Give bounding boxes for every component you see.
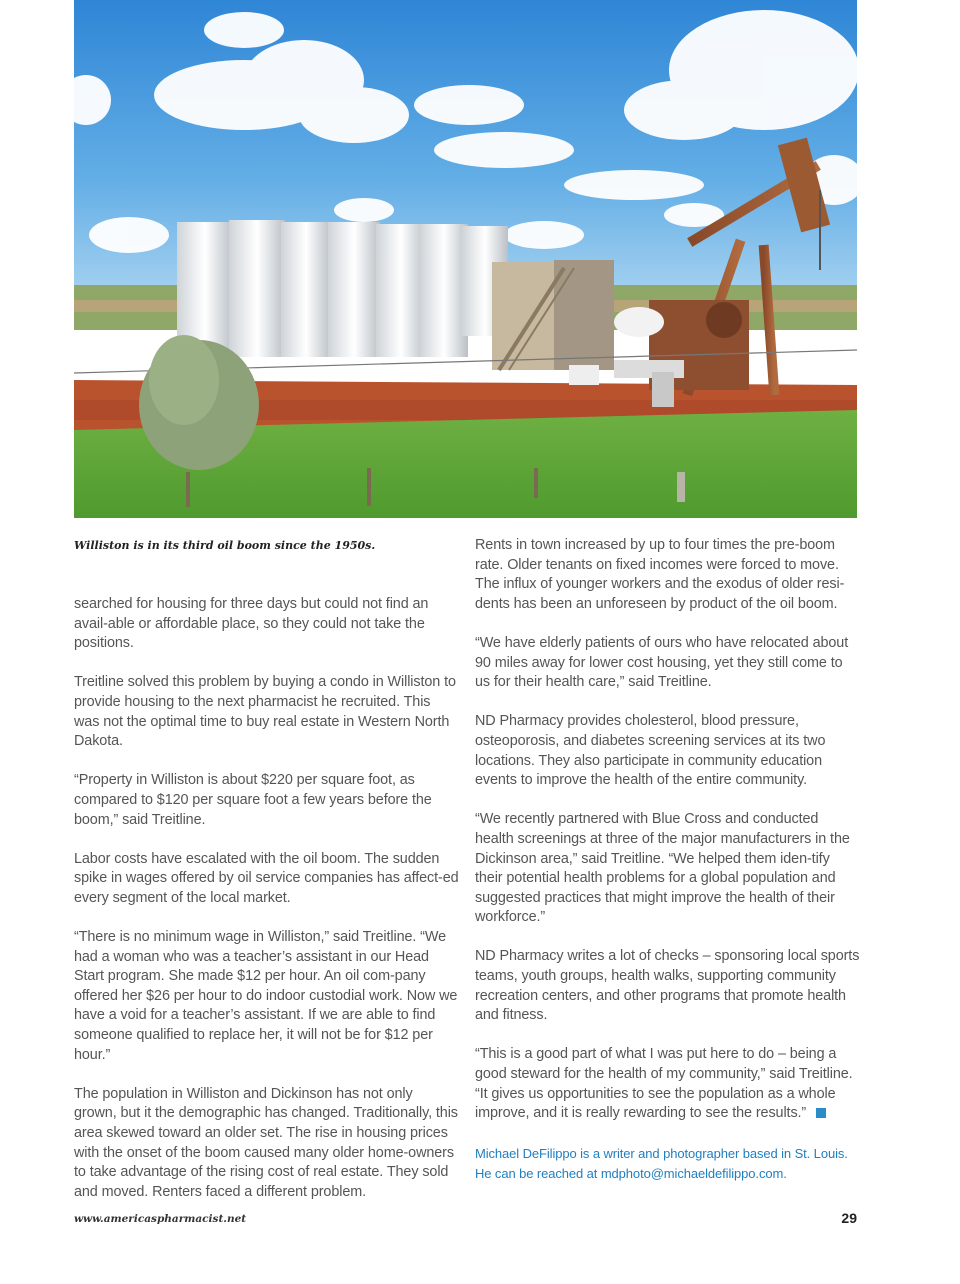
right-column <box>475 536 860 1184</box>
paragraph: Labor costs have escalated with the oil boom. The sudden spike in wages offered by oil service companies has affect-ed every segment of the local market. <box>74 850 459 906</box>
end-of-article-square-icon <box>816 1108 826 1118</box>
footer-website: www.americaspharmacist.net <box>74 1213 247 1225</box>
author-bio <box>475 1144 860 1184</box>
author-contact-line: He can be reached at mdphoto@michaeldefilippo.com. <box>475 1165 787 1181</box>
paragraph: “We have elderly patients of ours who have relocated about 90 miles away for lower cost housing, yet they still come to us for their health care,” said Treitline. <box>475 634 849 691</box>
left-column <box>74 595 459 1222</box>
paragraph: ND Pharmacy writes a lot of checks – sponsoring local sports teams, youth groups, health walks, supporting community recreation centers, and other programs that promote health and fitness. <box>475 948 860 1024</box>
paragraph: Treitline solved this problem by buying a condo in Williston to provide housing to the next pharmacist he recruited. This was not the optimal time to buy real estate in Western North Dakota. <box>74 674 456 750</box>
paragraph: “There is no minimum wage in Williston,” said Treitline. “We had a woman who was a teacher’s assistant in our Head Start program. She made $12 per hour. An oil com-pany offered her $26 per hour to do indoor custodial work. Now we have a void for a teacher’s assistant. If we are able to find someone qualified to replace her, it will not be for $12 per hour.” <box>74 929 458 1063</box>
paragraph: The population in Williston and Dickinson has not only grown, but it the demographic has changed. Traditionally, this area skewed toward an older set. The rise in housing prices with the onset of the boom caused many older home-owners to take advantage of the rising cost of real estate. They sold and moved. Renters faced a different problem. <box>74 1085 458 1200</box>
paragraph: Rents in town increased by up to four times the pre-boom rate. Older tenants on fixed incomes were forced to move. The influx of younger workers and the exodus of older resi-dents has been an unforeseen by product of the oil boom. <box>475 537 845 612</box>
page-number: 29 <box>841 1210 857 1226</box>
paragraph: searched for housing for three days but could not find an avail-able or affordable place, so they could not take the positions. <box>74 596 429 652</box>
author-bio-line: Michael DeFilippo is a writer and photographer based in St. Louis. <box>475 1145 848 1161</box>
paragraph-text: “This is a good part of what I was put here to do – being a good steward for the health of my community,” said Treitline. “It gives us opportunities to see the population as a whole improve, and it is really rewarding to see the results.” <box>475 1046 853 1122</box>
last-paragraph <box>475 1045 860 1123</box>
oil-field-photo <box>74 0 857 518</box>
paragraph: “Property in Williston is about $220 per square foot, as compared to $120 per square foot a few years before the boom,” said Treitline. <box>74 772 432 828</box>
paragraph: “We recently partnered with Blue Cross and conducted health screenings at three of the major manufacturers in the Dickinson area,” said Treitline. “We helped them iden-tify their potential health problems for a global population and suggested practices that might improve the health of their workforce.” <box>475 811 850 926</box>
paragraph: ND Pharmacy provides cholesterol, blood pressure, osteoporosis, and diabetes screening services at its two locations. They also participate in community education events to improve the health of the entire community. <box>475 713 826 789</box>
photo-caption: Williston is in its third oil boom since the 1950s. <box>74 539 376 552</box>
